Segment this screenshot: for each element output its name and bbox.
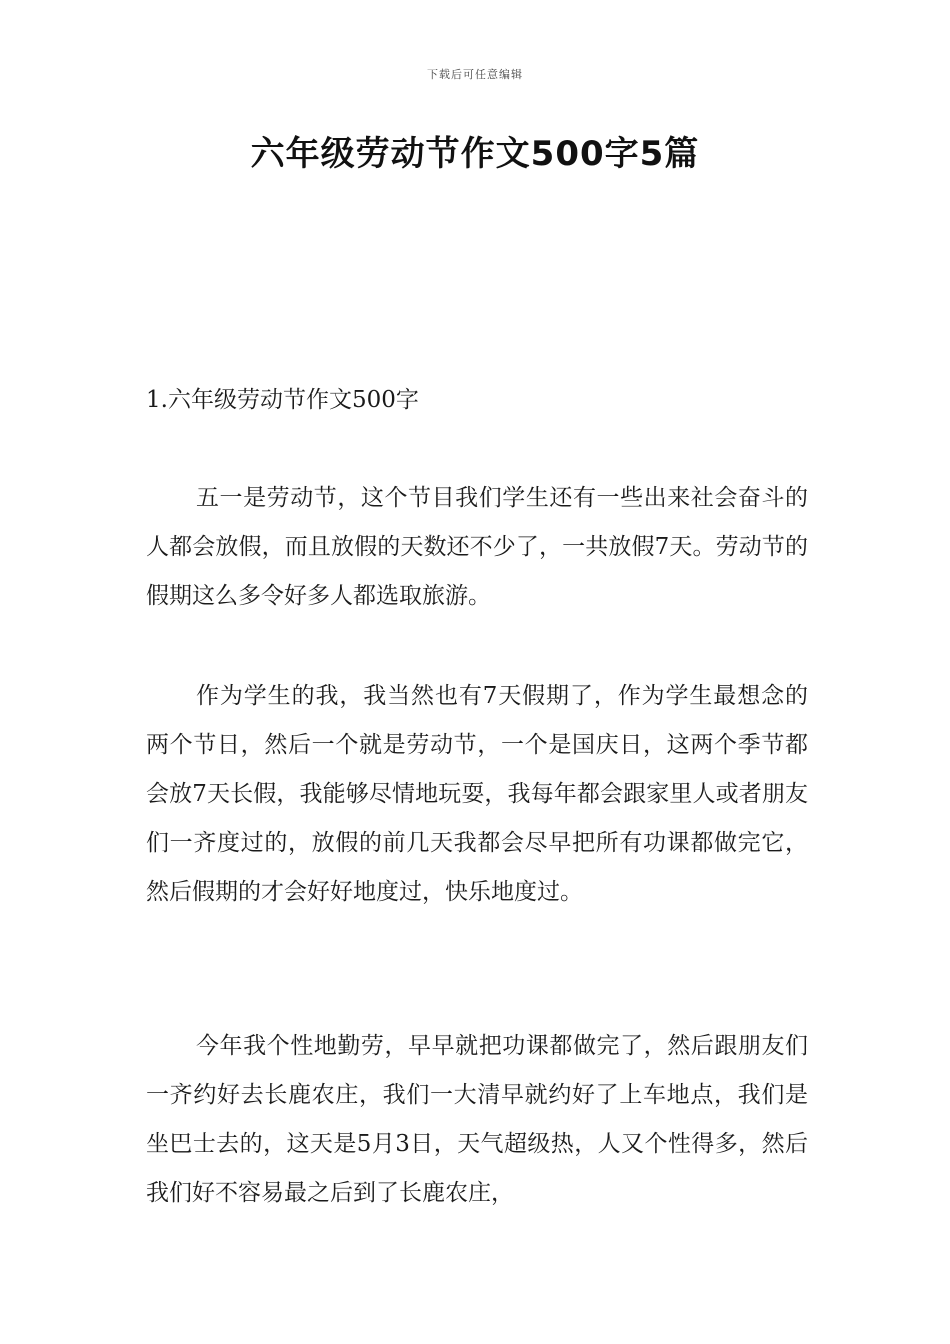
paragraph-3: 今年我个性地勤劳，早早就把功课都做完了，然后跟朋友们一齐约好去长鹿农庄，我们一大清早就约好了上车地点，我们是坐巴士去的，这天是5月3日，天气超级热，人又个性得多，然后我们好不容易最之后到了长鹿农庄， — [146, 1033, 808, 1206]
paragraph-2: 作为学生的我，我当然也有7天假期了，作为学生最想念的两个节日，然后一个就是劳动节，一个是国庆日，这两个季节都会放7天长假，我能够尽情地玩耍，我每年都会跟家里人或者朋友们一齐度过的，放假的前几天我都会尽早把所有功课都做完它，然后假期的才会好好地度过，快乐地度过。 — [146, 683, 808, 905]
header-note: 下载后可任意编辑 — [427, 68, 523, 81]
section-heading: 1.六年级劳动节作文500字 — [146, 387, 419, 413]
paragraph-1: 五一是劳动节，这个节目我们学生还有一些出来社会奋斗的人都会放假，而且放假的天数还不少了，一共放假7天。劳动节的假期这么多令好多人都选取旅游。 — [146, 485, 808, 609]
document-title: 六年级劳动节作文500字5篇 — [250, 134, 700, 174]
